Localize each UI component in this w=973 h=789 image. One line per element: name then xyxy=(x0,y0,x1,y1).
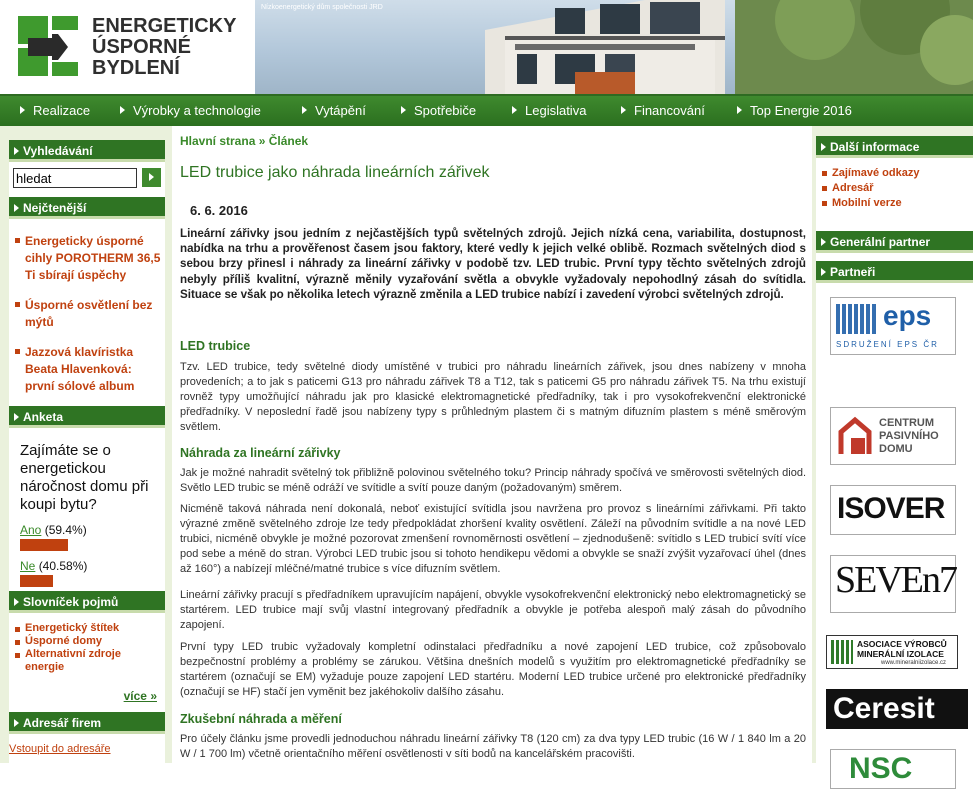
site-logo[interactable] xyxy=(18,16,248,78)
arrow-icon xyxy=(512,106,517,114)
poll-title: Anketa xyxy=(9,406,165,428)
glossary-item-label: Alternativní zdroje energie xyxy=(25,648,121,673)
glossary-item-label: Energetický štítek xyxy=(25,622,120,634)
logo-icon xyxy=(18,16,80,78)
partner-name: NSC xyxy=(849,752,913,785)
glossary-title: Slovníček pojmů xyxy=(9,591,165,613)
partner-logo-cpd[interactable] xyxy=(830,407,956,465)
breadcrumb[interactable]: Hlavní strana » Článek xyxy=(180,134,309,148)
logo-line: ÚSPORNÉ xyxy=(92,36,191,58)
nav-label: Vytápění xyxy=(315,103,366,118)
popular-item-label: Energeticky úsporné cihly POROTHERM 36,5 Ti sbírají úspěchy xyxy=(25,234,161,282)
partner-name: ISOVER xyxy=(837,492,945,525)
poll-option-link[interactable]: Ne xyxy=(20,559,36,573)
article-paragraph: Pro účely článku jsme provedli jednoduchou náhradu lineární zářivky T8 (120 cm) za dva typy LED trubic (16 W / 1 840 lm a 20 W / 1 700 lm) včetně orientačního měření osvětlenosti v síti bodů na kancelářském pracovišti. xyxy=(180,733,806,760)
nav-label: Top Energie 2016 xyxy=(750,103,852,118)
partner-name: eps xyxy=(883,300,932,331)
nav-label: Realizace xyxy=(33,103,91,118)
arrow-icon xyxy=(302,106,307,114)
hero-image xyxy=(255,0,973,94)
poll-bar xyxy=(20,539,68,551)
article-paragraph: Jak je možné nahradit světelný tok přibližně polovinou světelného toku? Princip náhrady spočívá ve směrovosti světelných diod. Světlo LED trubic se méně odráží ve svítidle a svítí pouze daným (požadovaným) směrem. xyxy=(180,467,806,494)
info-item-label: Zajímavé odkazy xyxy=(832,167,920,179)
section-heading: LED trubice xyxy=(180,339,251,353)
logo-line: ENERGETICKY xyxy=(92,15,237,37)
article-lead: Lineární zářivky jsou jedním z nejčastějších typů světelných zdrojů. Jejich nízká cena, variabilita, dostupnost, nabídka na trhu a prověřenost časem jsou faktory, které vedly k jejich velké oblibě. Rozmach světelných diod s sebou brzy přinesl i náhrady za lineární zářivky v podobě tzv. LED trubic. První typy těchto světelných zdrojů nebyly příliš kvalitní, výrazně měnily vyzařování světla a obvykle vyžadovaly nepohodlný zásah do svítidla. Situace se však po několika letech výrazně změnila a LED trubice nabízí i zavedení výrobci světelných zdrojů. xyxy=(180,227,806,301)
partner-logo-eps[interactable] xyxy=(830,297,956,355)
nav-item-spotrebice[interactable] xyxy=(401,103,476,118)
poll-option xyxy=(20,559,155,587)
info-item[interactable] xyxy=(816,181,973,196)
glossary-item-label: Úsporné domy xyxy=(25,635,103,647)
nav-item-top-energie[interactable] xyxy=(737,103,852,118)
popular-item[interactable] xyxy=(9,233,163,284)
nav-label: Legislativa xyxy=(525,103,587,118)
search-submit-button[interactable] xyxy=(142,168,161,187)
arrow-icon xyxy=(737,106,742,114)
article-paragraph: Nicméně taková náhrada není dokonalá, neboť existující svítidla jsou navržena pro provoz s lineárními zářivkami. Při takto výrazné změně světelného zdroje lze tedy předpokládat zhoršení kvality osvětlení. Záleží na původním svítidle a na nové LED trubici, nicméně obvykle je možné pozorovat zmenšení rovnoměrnosti osvětlení – zjednodušeně: svítidlo s LED trubicí svítí více pod sebe a méně do stran. Výrobci LED trubic jsou si tohoto hendikepu vědomi a obvykle se snaží zvýšit vyzařovací úhel (dnes až 160°) a nabízejí mléčné/matné trubice s více difuzním světlem. xyxy=(180,503,806,575)
poll-question: Zajímáte se o energetickou náročnost domu při koupi bytu? xyxy=(20,442,149,513)
partner-logo-avmi[interactable] xyxy=(826,635,958,669)
search-input[interactable] xyxy=(13,168,137,188)
nav-label: Spotřebiče xyxy=(414,103,477,118)
partner-name: SEVEn7 xyxy=(835,559,956,601)
avmi-icon xyxy=(831,640,853,664)
article-paragraph: Lineární zářivky pracují s předřadníkem upravujícím napájení, obvykle vysokofrekvenční elektronický nebo elektromagnetický se startérem. LED trubice mají svůj vlastní integrovaný předřadník a obvykle je potřeba alespoň malý zásah do původního zapojení. xyxy=(180,589,806,631)
popular-item[interactable] xyxy=(9,297,163,331)
article-title: LED trubice jako náhrada lineárních zářivek xyxy=(180,164,490,181)
article-paragraph: První typy LED trubic vyžadovaly kompletní odinstalaci předřadníku a nové zapojení LED trubice, což způsobovalo bezpečnostní problémy a problémy se zárukou. Většina dnešních modelů s využitím pro elektromagnetické předřadníky se startérem (označují se EM) vyžaduje pouze zapojení LED startéru. Moderní LED trubice určené pro elektronické předřadníky (označují se HF) stačí jen vyměnit bez jakéhokoliv dalšího zásahu. xyxy=(180,641,806,698)
poll-option-link[interactable]: Ano xyxy=(20,523,42,537)
arrow-icon xyxy=(20,106,25,114)
nav-label: Financování xyxy=(634,103,705,118)
left-sidebar xyxy=(0,126,172,763)
nav-item-financovani[interactable] xyxy=(621,103,705,118)
arrow-icon xyxy=(621,106,626,114)
partner-name: Ceresit xyxy=(833,692,935,725)
glossary-more-link[interactable]: více » xyxy=(123,689,157,703)
general-partner-box xyxy=(816,253,973,261)
right-sidebar xyxy=(812,126,973,785)
logo-line: BYDLENÍ xyxy=(92,57,180,79)
glossary-box xyxy=(9,613,165,712)
popular-title: Nejčtenější xyxy=(9,197,165,219)
glossary-item[interactable] xyxy=(9,635,149,648)
article-paragraph: Tzv. LED trubice, tedy světelné diody umístěné v trubici pro náhradu lineárních zářivek, jsou dnes nabízeny v mnoha provedeních; a to jak s paticemi G13 pro náhradu zářivek T8 a T12, tak s paticemi G5 pro náhradu zářivek T5. Na trhu existují rovněž typy umožňující náhradu jak pro klasické elektromagnetické předřadníky, tak i pro vysokofrekvenční elektronické předřadníky. V neposlední řadě jsou nabízeny typy s průhledným plastem či s matným difuzním plastem s méně směrovým světlem. xyxy=(180,361,806,433)
arrow-icon xyxy=(120,106,125,114)
poll-option xyxy=(20,523,155,551)
header xyxy=(0,0,973,94)
partner-sub: www.mineralniizolace.cz xyxy=(881,660,947,666)
nav-item-vytapeni[interactable] xyxy=(302,103,366,118)
companies-link[interactable]: Vstoupit do adresáře xyxy=(9,743,111,755)
section-heading: Náhrada za lineární zářivky xyxy=(180,446,341,460)
glossary-list xyxy=(9,622,149,674)
info-list xyxy=(816,166,973,211)
search-box xyxy=(9,162,165,197)
partner-logo-seven[interactable] xyxy=(830,555,956,613)
partner-name: CENTRUM PASIVNÍHO DOMU xyxy=(879,417,939,455)
logo-text xyxy=(92,16,236,79)
info-item-label: Adresář xyxy=(832,182,874,194)
info-title: Další informace xyxy=(816,136,973,158)
partner-logo-isover[interactable] xyxy=(830,485,956,535)
popular-item[interactable] xyxy=(9,344,163,395)
info-box xyxy=(816,158,973,231)
partner-name: ASOCIACE VÝROBCŮ MINERÁLNÍ IZOLACE xyxy=(857,639,947,659)
info-item-label: Mobilní verze xyxy=(832,197,902,209)
poll-bar xyxy=(20,575,53,587)
partner-sub: SDRUŽENÍ EPS ČR xyxy=(836,340,939,349)
article xyxy=(172,126,812,763)
glossary-item[interactable] xyxy=(9,648,149,674)
partners-box xyxy=(816,283,973,785)
info-item[interactable] xyxy=(816,166,973,181)
glossary-item[interactable] xyxy=(9,622,149,635)
popular-item-label: Úsporné osvětlení bez mýtů xyxy=(25,298,153,329)
search-box-title: Vyhledávání xyxy=(9,140,165,162)
companies-title: Adresář firem xyxy=(9,712,165,734)
partner-logo-ceresit[interactable] xyxy=(826,689,968,729)
house-illustration xyxy=(255,0,973,94)
companies-box xyxy=(9,734,165,774)
popular-item-label: Jazzová klavíristka Beata Hlavenková: první sólové album xyxy=(25,345,135,393)
house-icon xyxy=(837,416,873,456)
article-date: 6. 6. 2016 xyxy=(190,203,248,218)
nav-label: Výrobky a technologie xyxy=(133,103,261,118)
hero-caption: Nízkoenergetický dům společnosti JRD xyxy=(261,4,383,11)
partner-logo-nsc[interactable] xyxy=(830,749,956,789)
nav-item-vyrobky[interactable] xyxy=(120,103,261,118)
partners-title: Partneři xyxy=(816,261,973,283)
eps-icon xyxy=(836,304,876,334)
poll-box xyxy=(9,428,165,591)
popular-box xyxy=(9,219,165,406)
info-item[interactable] xyxy=(816,196,973,211)
poll-option-pct: (40.58%) xyxy=(38,559,88,573)
arrow-icon xyxy=(401,106,406,114)
general-partner-title: Generální partner xyxy=(816,231,973,253)
nav-item-legislativa[interactable] xyxy=(512,103,586,118)
main-nav xyxy=(0,94,973,126)
nav-item-realizace[interactable] xyxy=(20,103,90,118)
poll-option-pct: (59.4%) xyxy=(44,523,87,537)
section-heading: Zkušební náhrada a měření xyxy=(180,712,342,726)
popular-list xyxy=(9,233,163,395)
